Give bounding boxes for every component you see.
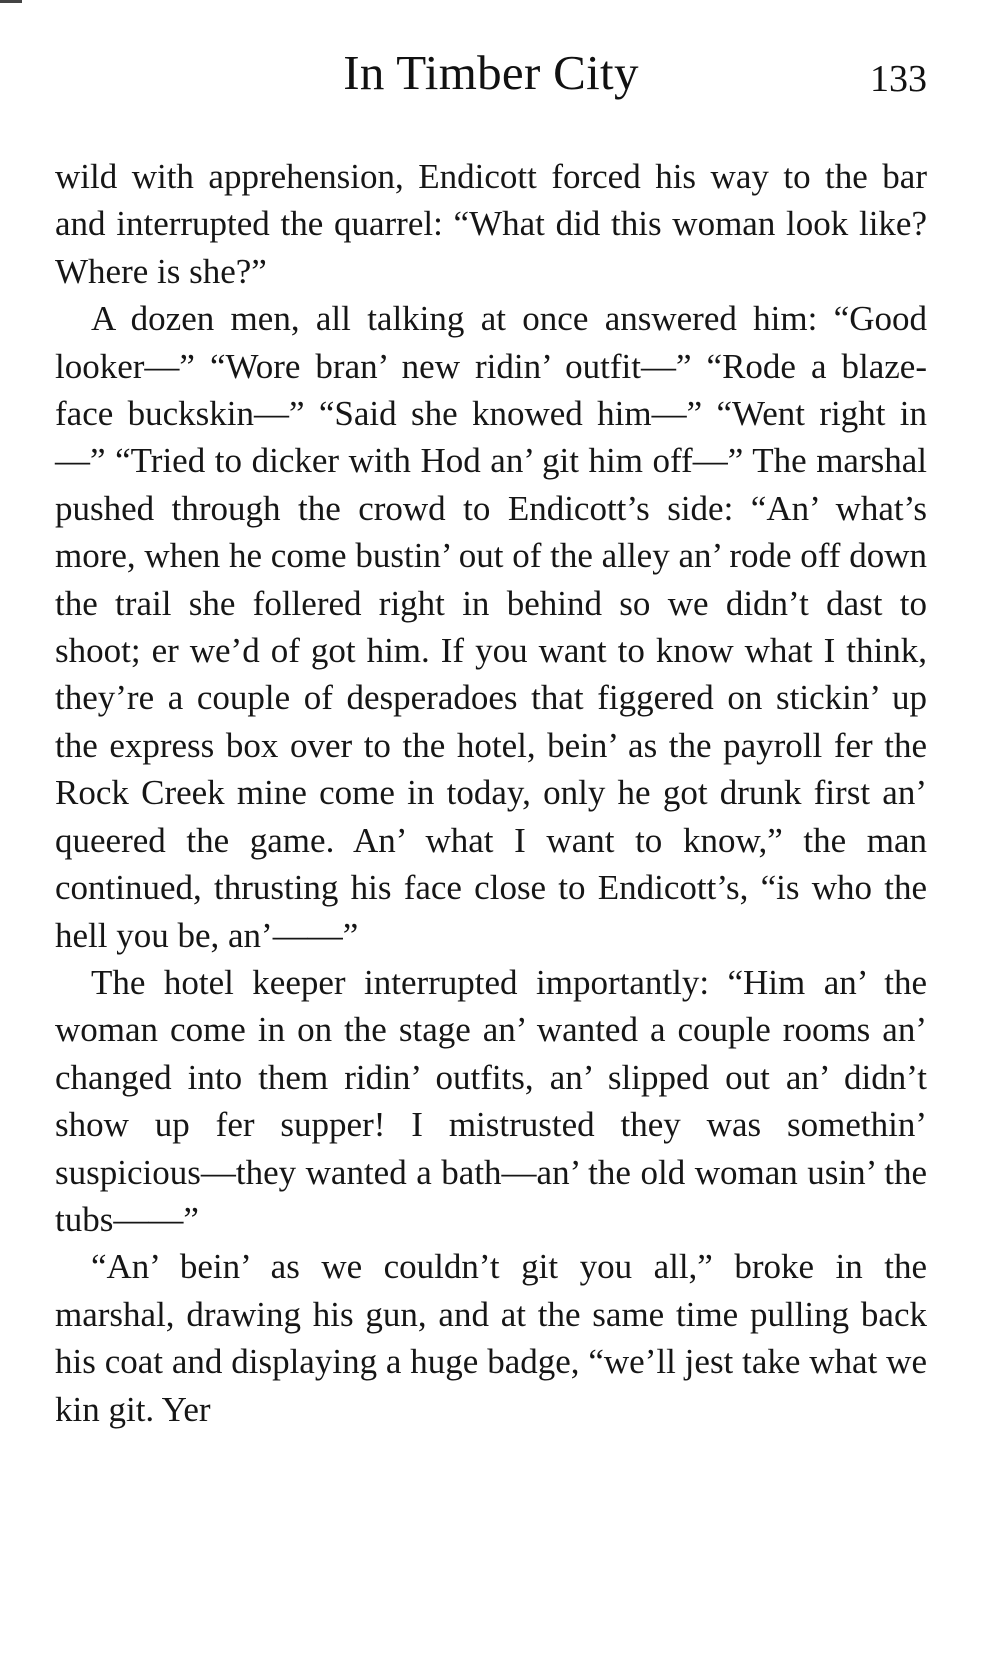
page-number: 133	[870, 58, 927, 100]
paragraph-continued: wild with apprehension, Endicott forced his way to the bar and interrupted the quarrel: “What did this woman look like? Where is she?”	[55, 157, 927, 291]
scan-edge-mark	[0, 0, 22, 3]
page-header	[55, 38, 927, 108]
body-text	[55, 153, 927, 1433]
paragraph-hotel-keeper: The hotel keeper interrupted importantly: “Him an’ the woman come in on the stage an’ wanted a couple rooms an’ changed into them ridin’ outfits, an’ slipped out an’ didn’t show up fer supper! I mistrusted they was somethin’ suspicious—they wanted a bath—an’ the old woman usin’ the tubs——”	[55, 962, 927, 1239]
running-title: In Timber City	[343, 45, 639, 100]
paragraph-marshal: “An’ bein’ as we couldn’t git you all,” broke in the marshal, drawing his gun, and at the same time pulling back his coat and displaying a huge badge, “we’ll jest take what we kin git. Yer	[55, 1247, 927, 1429]
paragraph-dozen-men: A dozen men, all talking at once answered him: “Good looker—” “Wore bran’ new ridin’ outfit—” “Rode a blaze-face buckskin—” “Said she knowed him—” “Went right in—” “Tried to dicker with Hod an’ git him off—” The marshal pushed through the crowd to Endicott’s side: “An’ what’s more, when he come bustin’ out of the alley an’ rode off down the trail she follered right in behind so we didn’t dast to shoot; er we’d of got him. If you want to know what I think, they’re a couple of desperadoes that figgered on stickin’ up the express box over to the hotel, bein’ as the payroll fer the Rock Creek mine come in today, only he got drunk first an’ queered the game. An’ what I want to know,” the man continued, thrusting his face close to Endicott’s, “is who the hell you be, an’——”	[55, 299, 927, 955]
